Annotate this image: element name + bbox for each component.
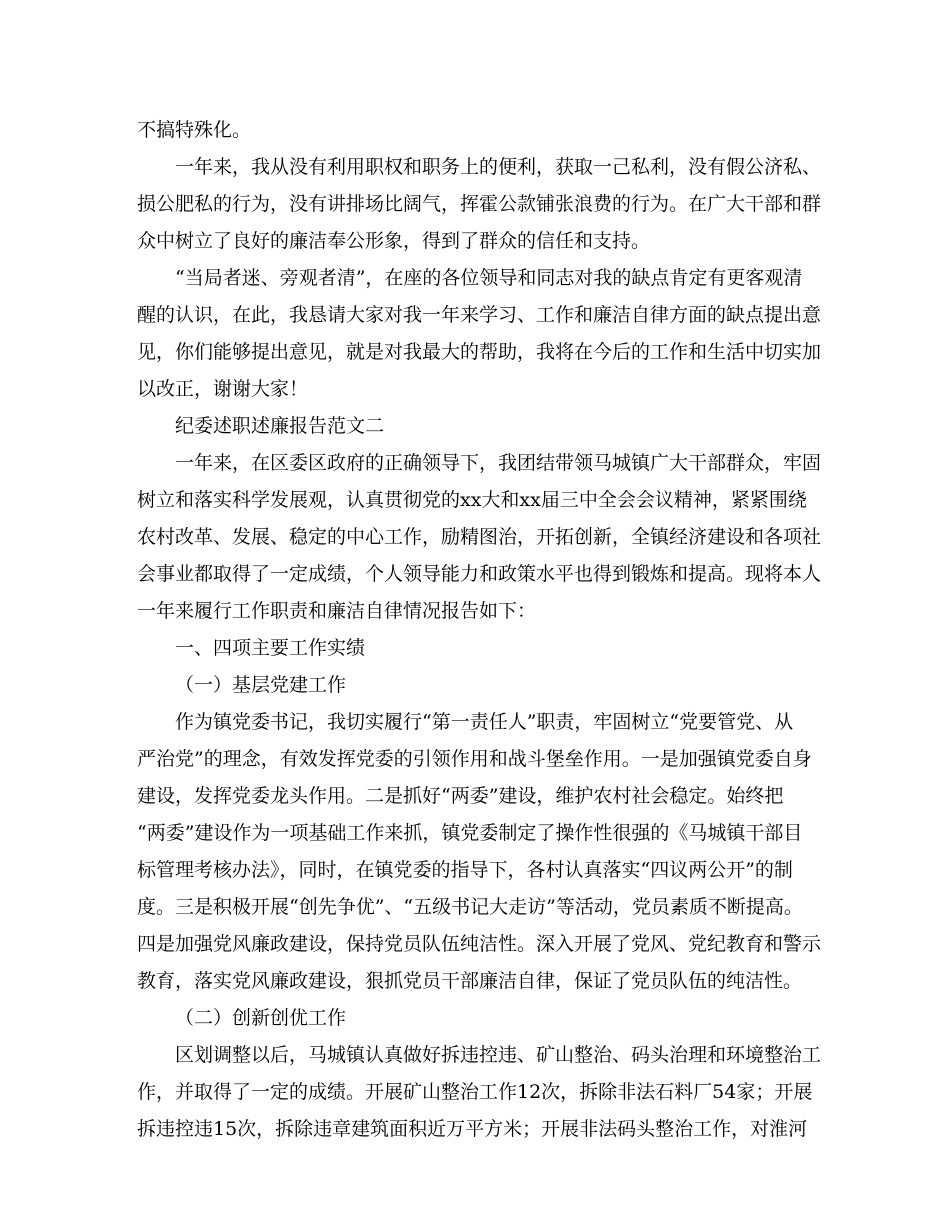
- text-line: 农村改革、发展、稳定的中心工作，励精图治，开拓创新，全镇经济建设和各项社: [137, 526, 822, 548]
- text-line: “当局者迷、旁观者清”，在座的各位领导和同志对我的缺点肯定有更客观清: [175, 267, 803, 289]
- text-line: 以改正，谢谢大家！: [137, 378, 309, 400]
- text-line: 一年来，在区委区政府的正确领导下，我团结带领马城镇广大干部群众，牢固: [175, 452, 822, 474]
- text-line: 四是加强党风廉政建设，保持党员队伍纯洁性。深入开展了党风、党纪教育和警示: [137, 933, 822, 955]
- text-line: 纪委述职述廉报告范文二: [175, 415, 385, 437]
- text-line: 醒的认识，在此，我恳请大家对我一年来学习、工作和廉洁自律方面的缺点提出意: [137, 304, 822, 326]
- text-line: 一年来履行工作职责和廉洁自律情况报告如下：: [137, 600, 537, 622]
- text-line: 一年来，我从没有利用职权和职务上的便利，获取一己私利，没有假公济私、: [175, 156, 822, 178]
- text-line: 标管理考核办法》，同时，在镇党委的指导下，各村认真落实“四议两公开”的制: [137, 859, 793, 881]
- text-line: 树立和落实科学发展观，认真贯彻党的xx大和xx届三中全会会议精神，紧紧围绕: [137, 489, 807, 511]
- text-line: 一、四项主要工作实绩: [175, 637, 366, 659]
- text-line: 众中树立了良好的廉洁奉公形象，得到了群众的信任和支持。: [137, 230, 651, 252]
- text-line: 拆违控违15次，拆除违章建筑面积近万平方米；开展非法码头整治工作，对淮河: [137, 1118, 808, 1140]
- text-line: （二）创新创优工作: [175, 1007, 347, 1029]
- text-line: 严治党”的理念，有效发挥党委的引领作用和战斗堡垒作用。一是加强镇党委自身: [137, 748, 812, 770]
- text-line: 建设，发挥党委龙头作用。二是抓好“两委”建设，维护农村社会稳定。始终把: [137, 785, 784, 807]
- text-line: 不搞特殊化。: [137, 119, 252, 141]
- text-line: “两委”建设作为一项基础工作来抓，镇党委制定了操作性很强的《马城镇干部目: [137, 822, 803, 844]
- document-body: [137, 112, 827, 1148]
- text-line: （一）基层党建工作: [175, 674, 347, 696]
- text-line: 作，并取得了一定的成绩。开展矿山整治工作12次，拆除非法石料厂54家；开展: [137, 1081, 813, 1103]
- text-line: 区划调整以后，马城镇认真做好拆违控违、矿山整治、码头治理和环境整治工: [175, 1044, 822, 1066]
- text-line: 度。三是积极开展“创先争优”、“五级书记大走访”等活动，党员素质不断提高。: [137, 896, 803, 918]
- text-line: 作为镇党委书记，我切实履行“第一责任人”职责，牢固树立“党要管党、从: [175, 711, 794, 733]
- text-line: 教育，落实党风廉政建设，狠抓党员干部廉洁自律，保证了党员队伍的纯洁性。: [137, 970, 803, 992]
- text-line: 见，你们能够提出意见，就是对我最大的帮助，我将在今后的工作和生活中切实加: [137, 341, 822, 363]
- text-line: 会事业都取得了一定成绩，个人领导能力和政策水平也得到锻炼和提高。现将本人: [137, 563, 822, 585]
- text-line: 损公肥私的行为，没有讲排场比阔气，挥霍公款铺张浪费的行为。在广大干部和群: [137, 193, 822, 215]
